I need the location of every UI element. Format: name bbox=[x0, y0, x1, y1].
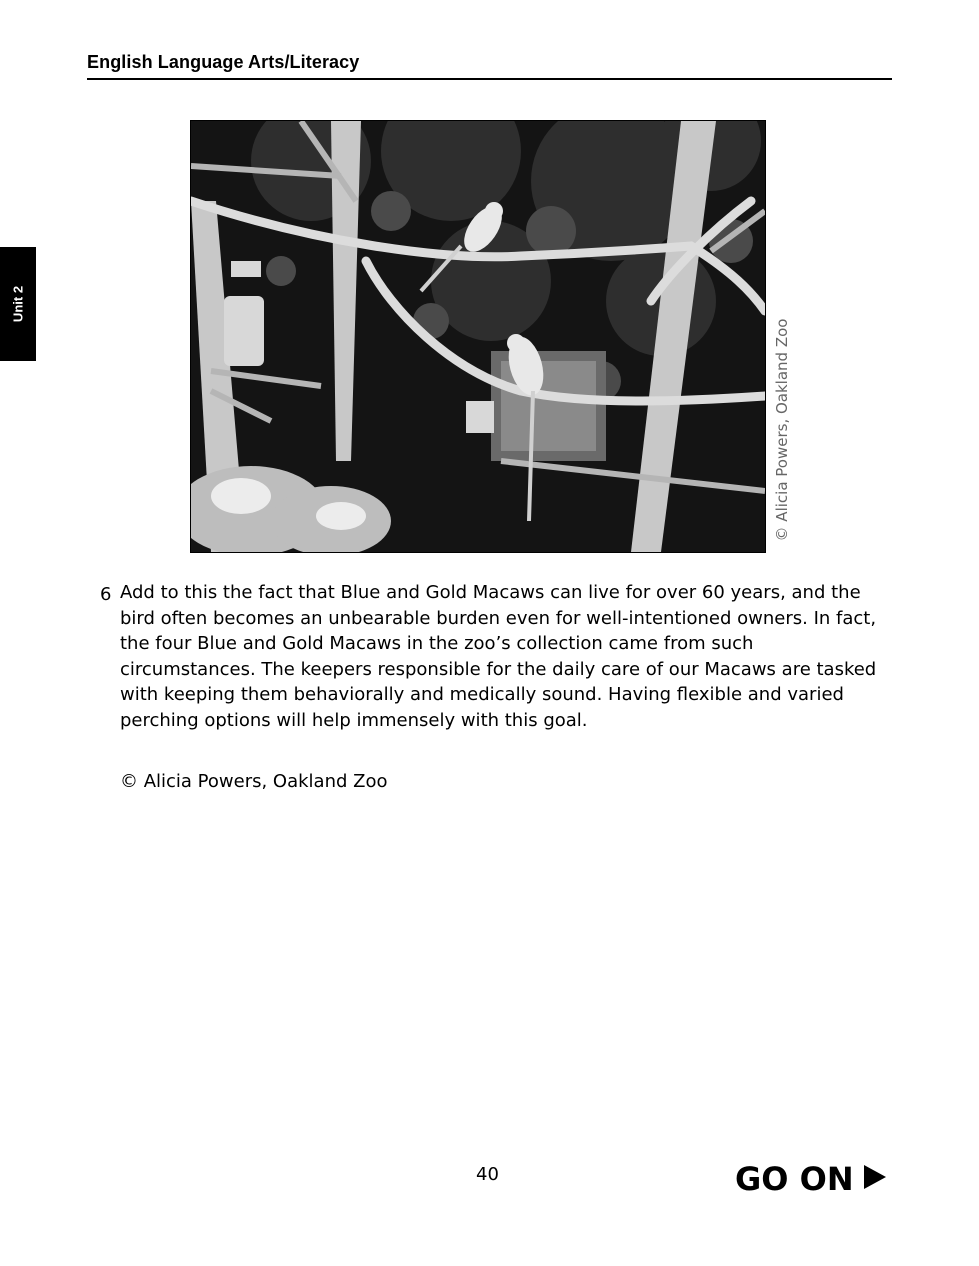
header-title: English Language Arts/Literacy bbox=[87, 52, 360, 72]
page-number: 40 bbox=[476, 1164, 499, 1185]
header-divider bbox=[87, 78, 892, 80]
macaw-photo-illustration bbox=[191, 121, 765, 552]
paragraph-text: Add to this the fact that Blue and Gold Macaws can live for over 60 years, and the bird often becomes an unbearable burden even for well-intentioned owners. In fact, the four Blue and Gold Macaws in the zoo’s collection came from such circumstances. The keepers responsible for the daily care of our Macaws are tasked with keeping them behaviorally and medically sound. Having flexible and varied perching options will help immensely with this goal. bbox=[120, 582, 877, 731]
macaw-photo bbox=[190, 120, 766, 553]
unit-tab bbox=[0, 247, 36, 361]
unit-tab-label: Unit 2 bbox=[10, 285, 26, 323]
play-arrow-icon bbox=[864, 1165, 886, 1189]
passage-credit: © Alicia Powers, Oakland Zoo bbox=[120, 771, 388, 792]
go-on-label: GO ON bbox=[735, 1160, 854, 1198]
paragraph-number: 6 bbox=[100, 584, 112, 605]
photo-credit: © Alicia Powers, Oakland Zoo bbox=[773, 318, 791, 542]
go-on-indicator bbox=[735, 1160, 886, 1198]
